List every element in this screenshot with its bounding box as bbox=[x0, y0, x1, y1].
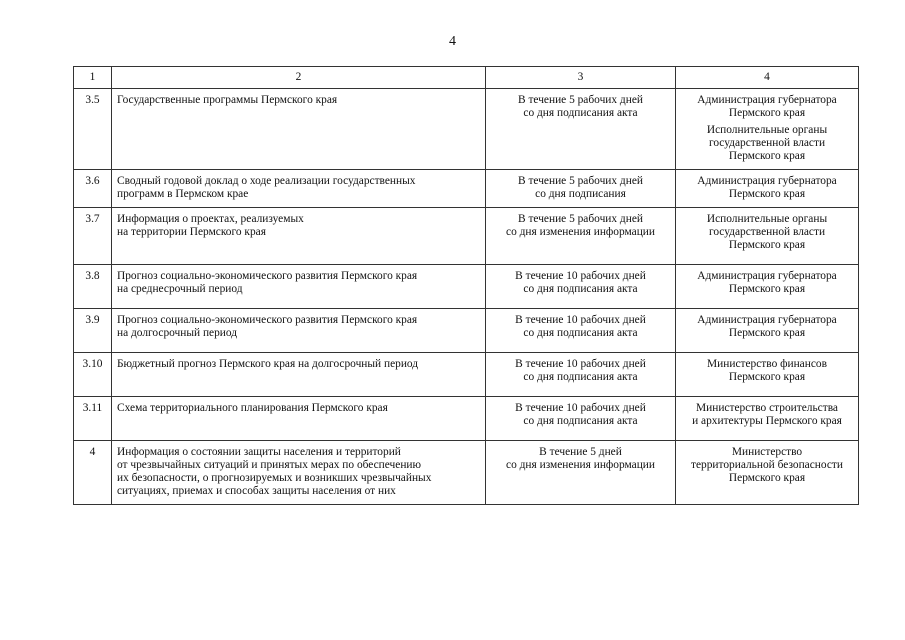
row-description bbox=[112, 441, 486, 505]
row-description bbox=[112, 208, 486, 265]
row-description-text: Прогноз социально-экономического развития Пермского края на долгосрочный период bbox=[117, 314, 418, 339]
row-description-text: Информация о проектах, реализуемых на территории Пермского края bbox=[117, 213, 304, 238]
responsible-body: Министерство строительства и архитектуры Пермского края bbox=[692, 402, 842, 427]
table-row bbox=[74, 309, 859, 353]
row-description bbox=[112, 353, 486, 397]
header-cell-1: 1 bbox=[74, 67, 112, 89]
row-responsible bbox=[676, 441, 859, 505]
row-responsible bbox=[676, 170, 859, 208]
row-term-text: В течение 5 рабочих дней со дня подписания акта bbox=[518, 94, 643, 119]
row-description bbox=[112, 397, 486, 441]
responsible-body: Исполнительные органы государственной власти Пермского края bbox=[706, 124, 828, 162]
header-cell-2: 2 bbox=[112, 67, 486, 89]
table-row bbox=[74, 170, 859, 208]
row-responsible bbox=[676, 265, 859, 309]
row-term bbox=[486, 265, 676, 309]
table-header-row bbox=[74, 67, 859, 89]
row-term bbox=[486, 441, 676, 505]
row-term-text: В течение 10 рабочих дней со дня подписания акта bbox=[515, 358, 646, 383]
row-responsible bbox=[676, 353, 859, 397]
row-number: 3.11 bbox=[74, 397, 112, 441]
row-term-text: В течение 5 дней со дня изменения информации bbox=[506, 446, 655, 471]
row-responsible bbox=[676, 89, 859, 170]
row-description bbox=[112, 309, 486, 353]
row-term-text: В течение 5 рабочих дней со дня подписания bbox=[518, 175, 643, 200]
table-row bbox=[74, 353, 859, 397]
row-description-text: Бюджетный прогноз Пермского края на долгосрочный период bbox=[117, 358, 419, 370]
responsible-body: Администрация губернатора Пермского края bbox=[697, 94, 837, 119]
row-responsible bbox=[676, 397, 859, 441]
header-cell-3: 3 bbox=[486, 67, 676, 89]
responsible-body: Администрация губернатора Пермского края bbox=[697, 270, 837, 295]
row-number: 3.8 bbox=[74, 265, 112, 309]
row-term bbox=[486, 309, 676, 353]
responsible-body: Администрация губернатора Пермского края bbox=[697, 175, 837, 200]
responsible-body: Исполнительные органы государственной власти Пермского края bbox=[706, 213, 828, 251]
row-number: 3.6 bbox=[74, 170, 112, 208]
row-term-text: В течение 5 рабочих дней со дня изменения информации bbox=[506, 213, 655, 238]
table-row bbox=[74, 441, 859, 505]
responsible-body: Министерство финансов Пермского края bbox=[707, 358, 827, 383]
row-term bbox=[486, 397, 676, 441]
row-term bbox=[486, 170, 676, 208]
row-description-text: Сводный годовой доклад о ходе реализации государственных программ в Пермском крае bbox=[117, 175, 416, 200]
row-term-text: В течение 10 рабочих дней со дня подписания акта bbox=[515, 270, 646, 295]
header-cell-4: 4 bbox=[676, 67, 859, 89]
responsible-body: Администрация губернатора Пермского края bbox=[697, 314, 837, 339]
row-description-text: Схема территориального планирования Пермского края bbox=[117, 402, 388, 414]
row-description bbox=[112, 170, 486, 208]
row-number: 3.9 bbox=[74, 309, 112, 353]
table-row bbox=[74, 208, 859, 265]
row-number: 3.10 bbox=[74, 353, 112, 397]
row-responsible bbox=[676, 208, 859, 265]
row-term bbox=[486, 89, 676, 170]
row-term-text: В течение 10 рабочих дней со дня подписания акта bbox=[515, 402, 646, 427]
row-description-text: Информация о состоянии защиты населения и территорий от чрезвычайных ситуаций и принятых мерах по обеспечению их безопасности, о прогнозируемых и возникших чрезвычайных ситуациях, приемах и способах защиты населения от них bbox=[117, 446, 432, 497]
row-number: 4 bbox=[74, 441, 112, 505]
table-row bbox=[74, 265, 859, 309]
responsible-body: Министерство территориальной безопасности Пермского края bbox=[691, 446, 843, 484]
row-term bbox=[486, 353, 676, 397]
document-table bbox=[73, 66, 859, 505]
row-responsible bbox=[676, 309, 859, 353]
table-row bbox=[74, 397, 859, 441]
row-description-text: Прогноз социально-экономического развития Пермского края на среднесрочный период bbox=[117, 270, 418, 295]
row-number: 3.7 bbox=[74, 208, 112, 265]
row-description-text: Государственные программы Пермского края bbox=[117, 94, 338, 106]
row-number: 3.5 bbox=[74, 89, 112, 170]
row-term-text: В течение 10 рабочих дней со дня подписания акта bbox=[515, 314, 646, 339]
page-number: 4 bbox=[449, 34, 456, 49]
row-description bbox=[112, 265, 486, 309]
table-row bbox=[74, 89, 859, 170]
row-description bbox=[112, 89, 486, 170]
row-term bbox=[486, 208, 676, 265]
